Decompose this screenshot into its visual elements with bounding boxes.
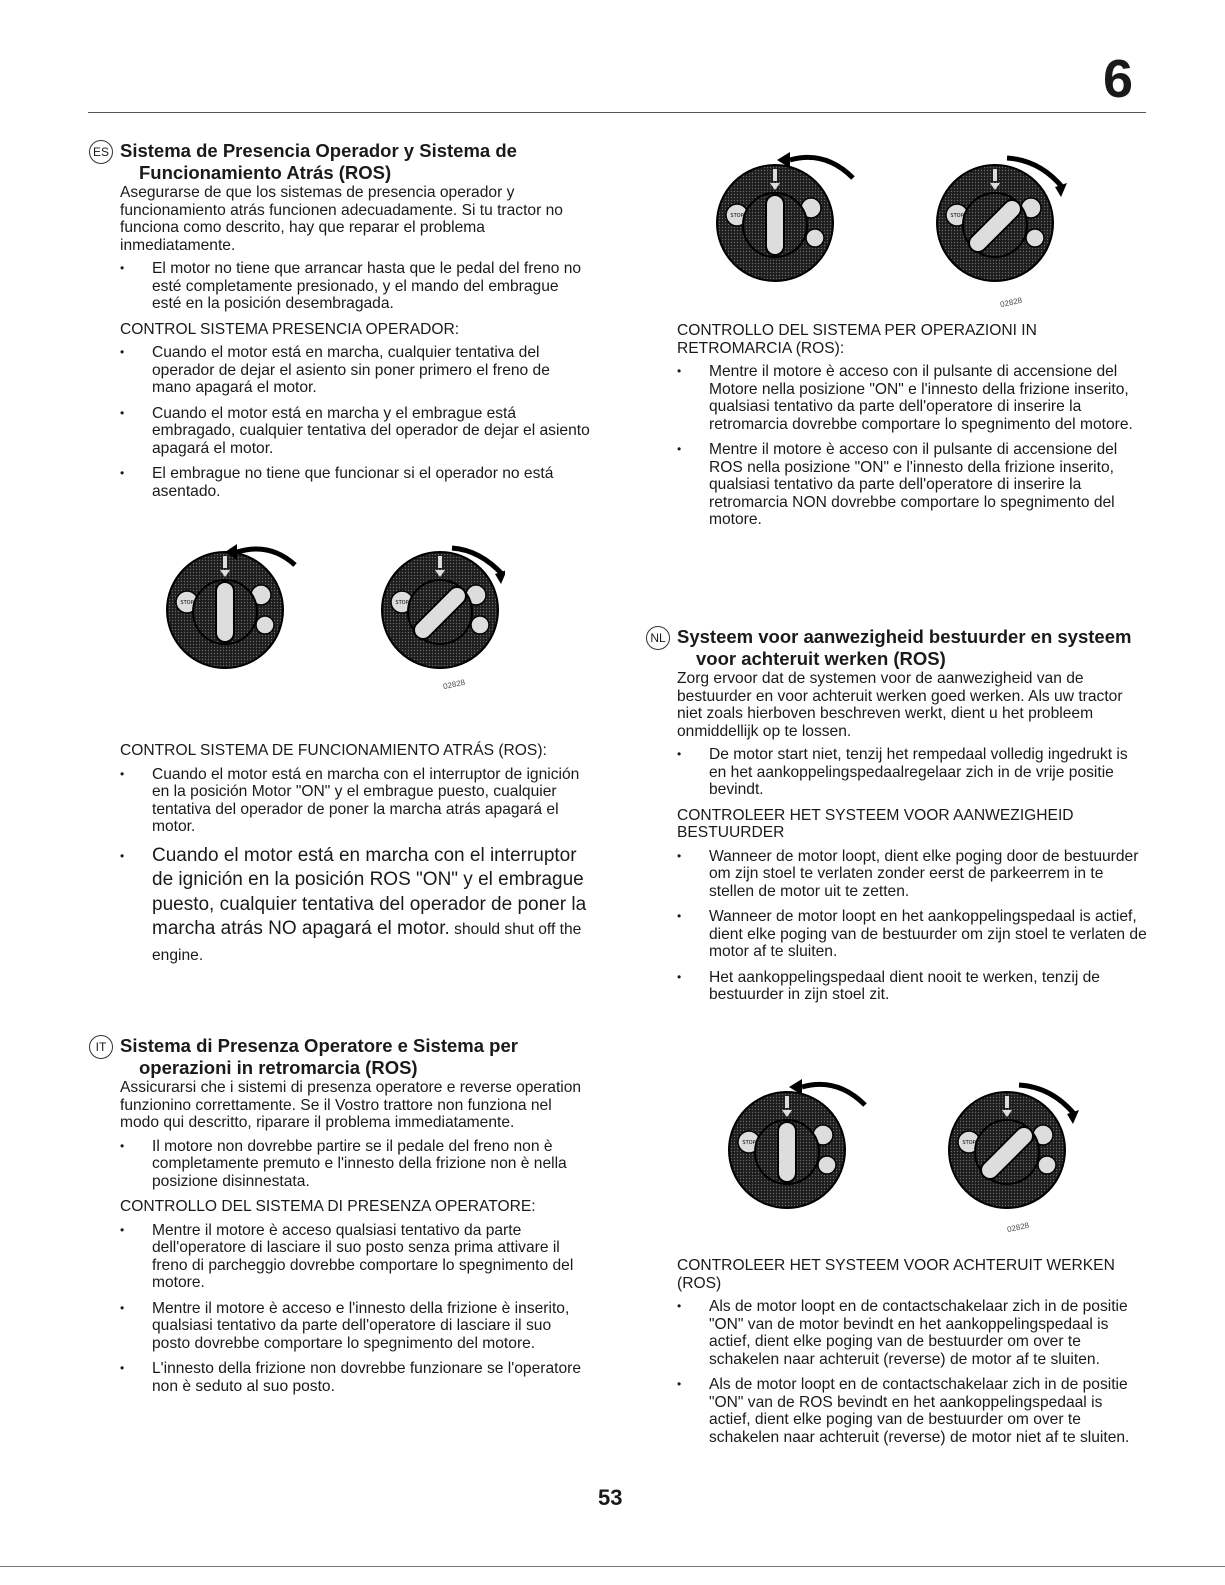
list-item: • Mentre il motore è acceso qualsiasi tentativo da parte dell'operatore di lasciare il suo posto senza prima attivare il freno di parcheggio dovrebbe comportare lo spegnimento del motore. bbox=[120, 1222, 590, 1292]
ignition-dial-figure-es bbox=[165, 530, 505, 695]
list-item: • Mentre il motore è acceso con il pulsante di accensione del ROS nella posizione "ON" e l'innesto della frizione inserito, qualsiasi tentativo da parte dell'operatore di inserire la retromarcia NON dovrebbe comportare lo spegnimento del motore. bbox=[677, 441, 1147, 529]
bullet-list-es-3 bbox=[120, 766, 590, 969]
subheading-es-1: CONTROL SISTEMA PRESENCIA OPERADOR: bbox=[120, 320, 460, 338]
untranslated-tail: should shut off the engine. bbox=[152, 921, 582, 964]
header-rule bbox=[88, 112, 1146, 113]
list-item: • Mentre il motore è acceso con il pulsante di accensione del Motore nella posizione "ON" e l'innesto della frizione inserito, qualsiasi tentativo da parte dell'operatore di inserire la retromarcia dovrebbe comportare lo spegnimento del motore. bbox=[677, 363, 1147, 433]
ignition-dial-figure-nl bbox=[727, 1065, 1087, 1240]
section-title-es: Sistema de Presencia Operador y Sistema de Funcionamiento Atrás (ROS) bbox=[120, 140, 517, 183]
bullet-list-it-2 bbox=[120, 1222, 590, 1396]
list-item: • Het aankoppelingspedaal dient nooit te werken, tenzij de bestuurder in zijn stoel zit. bbox=[677, 969, 1147, 1004]
section-title-nl: Systeem voor aanwezigheid bestuurder en systeem voor achteruit werken (ROS) bbox=[677, 626, 1132, 669]
chapter-number: 6 bbox=[1103, 49, 1134, 109]
list-item: • De motor start niet, tenzij het rempedaal volledig ingedrukt is en het aankoppelingspedaalregelaar zich in de vrije positie bevindt. bbox=[677, 746, 1147, 799]
large-text: Cuando el motor está en marcha con el interruptor de ignición en la posición ROS "ON" y el embrague puesto, cualquier tentativa del operador de poner la marcha atrás NO apagará el motor. bbox=[152, 844, 587, 939]
subheading-it-1: CONTROLLO DEL SISTEMA DI PRESENZA OPERATORE: bbox=[120, 1198, 536, 1215]
intro-es: Asegurarse de que los sistemas de presencia operador y funcionamiento atrás funcionen adecuadamente. Si tu tractor no funciona como descrito, hay que reparar el problema inmediatamente. bbox=[120, 184, 563, 254]
list-item: • El embrague no tiene que funcionar si el operador no está asentado. bbox=[120, 465, 590, 500]
bullet-list-es-2 bbox=[120, 344, 590, 500]
list-item: • Cuando el motor está en marcha y el embrague está embragado, cualquier tentativa del operador de dejar el asiento apagará el motor. bbox=[120, 405, 590, 458]
list-item: • Als de motor loopt en de contactschakelaar zich in de positie "ON" van de ROS bevindt en het aankoppelingspedaal is actief, dient elke poging van de bestuurder om over te schakelen naar achteruit (reverse) de motor niet af te sluiten. bbox=[677, 1376, 1147, 1446]
footer-rule bbox=[0, 1566, 1225, 1567]
list-item: • Cuando el motor está en marcha, cualquier tentativa del operador de dejar el asiento sin poner primero el freno de mano apagará el motor. bbox=[120, 344, 590, 397]
bullet-list-nl-2 bbox=[677, 848, 1147, 1004]
figure-code: 02828 bbox=[1006, 1220, 1030, 1235]
page-number: 53 bbox=[598, 1485, 623, 1510]
list-item: • Il motore non dovrebbe partire se il pedale del freno non è completamente premuto e l'innesto della frizione non è nella posizione disinnestata. bbox=[120, 1138, 590, 1191]
list-item: • L'innesto della frizione non dovrebbe funzionare se l'operatore non è seduto al suo posto. bbox=[120, 1360, 590, 1395]
subheading-es-2: CONTROL SISTEMA DE FUNCIONAMIENTO ATRÁS (ROS): bbox=[120, 742, 547, 759]
language-badge-es: ES bbox=[89, 140, 113, 164]
section-it bbox=[95, 1035, 590, 1403]
language-badge-it: IT bbox=[89, 1035, 113, 1059]
subheading-nl-2: CONTROLEER HET SYSTEEM VOOR ACHTERUIT WERKEN (ROS) bbox=[677, 1257, 1115, 1292]
section-es bbox=[92, 140, 590, 508]
bullet-list-nl-1 bbox=[677, 746, 1147, 799]
language-badge-nl: NL bbox=[646, 626, 670, 650]
list-item-large bbox=[120, 844, 590, 969]
bullet-list-it-1 bbox=[120, 1138, 590, 1191]
figure-code: 02828 bbox=[999, 295, 1023, 310]
section-nl bbox=[650, 626, 1147, 1012]
section-title-it: Sistema di Presenza Operatore e Sistema per operazioni in retromarcia (ROS) bbox=[120, 1035, 518, 1078]
subheading-it-2: CONTROLLO DEL SISTEMA PER OPERAZIONI IN RETROMARCIA (ROS): bbox=[677, 322, 1037, 357]
bullet-list-nl-3 bbox=[677, 1298, 1147, 1446]
section-es-ros bbox=[120, 742, 590, 976]
bullet-list-it-3 bbox=[677, 363, 1147, 529]
section-nl-ros bbox=[677, 1257, 1147, 1454]
section-it-ros bbox=[677, 322, 1147, 537]
intro-nl: Zorg ervoor dat de systemen voor de aanwezigheid van de bestuurder en voor achteruit werken goed werken. Als uw tractor niet zoals hierboven beschreven werkt, dient u het probleem onmiddellijk op te lossen. bbox=[677, 670, 1123, 740]
ignition-dial-figure-it bbox=[715, 138, 1075, 313]
list-item: • Wanneer de motor loopt en het aankoppelingspedaal is actief, dient elke poging van de bestuurder om zijn stoel te verlaten de motor af te sluiten. bbox=[677, 908, 1147, 961]
list-item: • Cuando el motor está en marcha con el interruptor de ignición en la posición Motor "ON" y el embrague puesto, cualquier tentativa del operador de poner la marcha atrás apagará el motor. bbox=[120, 766, 590, 836]
subheading-nl-1: CONTROLEER HET SYSTEEM VOOR AANWEZIGHEID BESTUURDER bbox=[677, 806, 1074, 841]
list-item: • El motor no tiene que arrancar hasta que le pedal del freno no esté completamente presionado, y el mando del embrague esté en la posición desembragada. bbox=[120, 260, 590, 313]
bullet-list-es-1 bbox=[120, 260, 590, 313]
list-item: • Mentre il motore è acceso e l'innesto della frizione è inserito, qualsiasi tentativo da parte dell'operatore di lasciare il suo posto dovrebbe comportare lo spegnimento del motore. bbox=[120, 1300, 590, 1353]
intro-it: Assicurarsi che i sistemi di presenza operatore e reverse operation funzionino correttamente. Se il Vostro trattore non funziona nel modo qui descritto, riparare il problema immediatamente. bbox=[120, 1079, 582, 1131]
list-item: • Wanneer de motor loopt, dient elke poging door de bestuurder om zijn stoel te verlaten zonder eerst de parkeerrem in te stellen de motor uit te zetten. bbox=[677, 848, 1147, 901]
figure-code: 02828 bbox=[442, 677, 466, 692]
list-item: • Als de motor loopt en de contactschakelaar zich in de positie "ON" van de motor bevindt en het aankoppelingspedaal is actief, dient elke poging van de bestuurder om over te schakelen naar achteruit (reverse) de motor af te sluiten. bbox=[677, 1298, 1147, 1368]
